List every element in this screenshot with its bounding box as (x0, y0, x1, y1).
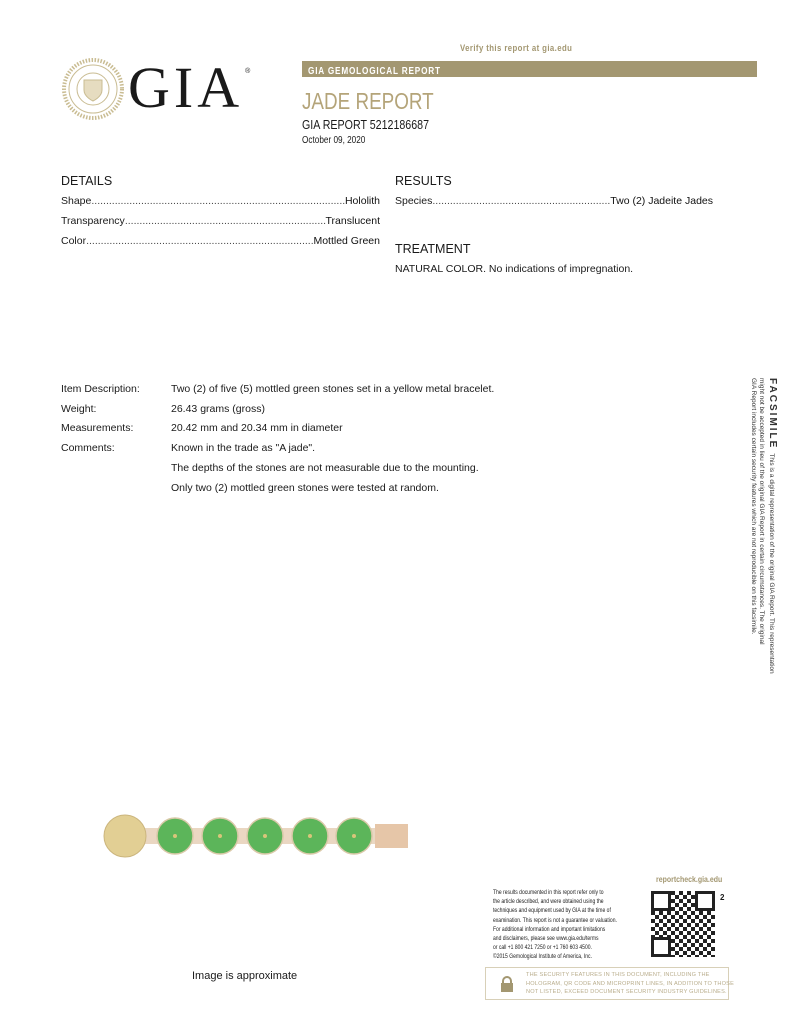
bracelet-image (100, 808, 410, 869)
gia-seal-logo (62, 58, 124, 125)
report-title: JADE REPORT (302, 88, 434, 114)
registered-mark: ® (245, 68, 251, 75)
treatment-text: NATURAL COLOR. No indications of impregnation. (395, 263, 634, 275)
security-box: THE SECURITY FEATURES IN THIS DOCUMENT, INCLUDING THE HOLOGRAM, QR CODE AND MICROPRINT LINES, IN ADDITION TO THOSE NOT LISTED, EXCEED DOCUMENT SECURITY INDUSTRY GUIDELINES. (485, 967, 729, 1000)
info-value: The depths of the stones are not measurable due to the mounting. (171, 462, 479, 474)
detail-shape: Shape ..... Hololith (61, 195, 380, 207)
info-label: Item Description: (61, 383, 140, 395)
gia-wordmark: GIA (128, 55, 244, 120)
image-caption: Image is approximate (192, 970, 298, 982)
detail-transparency: Transparency ..... Translucent (61, 215, 380, 227)
reportcheck-link[interactable]: reportcheck.gia.edu (656, 874, 723, 884)
report-date: October 09, 2020 (302, 135, 366, 146)
info-label: Weight: (61, 403, 97, 415)
result-species: Species ..... Two (2) Jadeite Jades (395, 195, 713, 207)
detail-color: Color ..... Mottled Green (61, 235, 380, 247)
details-heading: DETAILS (61, 174, 113, 188)
lock-icon (500, 976, 514, 992)
info-value: 26.43 grams (gross) (171, 403, 265, 415)
info-label: Comments: (61, 442, 115, 454)
info-value: 20.42 mm and 20.34 mm in diameter (171, 422, 343, 434)
treatment-heading: TREATMENT (395, 242, 471, 256)
report-band: GIA GEMOLOGICAL REPORT (302, 61, 757, 77)
info-value: Only two (2) mottled green stones were tested at random. (171, 482, 439, 494)
qr-number: 2 (720, 893, 725, 902)
qr-code[interactable] (651, 891, 715, 957)
facsimile-notice: FACSIMILEThis is a digital representation of the original GIA Report. This representation might not be accepted in lieu of the original GIA Report in certain circumstances. The original GIA Report includes certain security features which are not reproducible on this facsimile. (750, 378, 778, 674)
gia-wordmark-group (128, 55, 251, 120)
footer-disclaimer: The results documented in this report refer only to the article described, and were obtained using the techniques and equipment used by GIA at the time of examination. This report is not a guarantee or valuation. For additional information and important limitations and disclaimers, please see www.gia.edu/terms or call +1 800 421 7250 or +1 760 603 4500. ©2015 Gemological Institute of America, Inc. (493, 889, 617, 961)
report-number: GIA REPORT 5212186687 (302, 117, 430, 132)
info-value: Two (2) of five (5) mottled green stones set in a yellow metal bracelet. (171, 383, 495, 395)
info-value: Known in the trade as "A jade". (171, 442, 316, 454)
info-label: Measurements: (61, 422, 134, 434)
verify-link[interactable]: Verify this report at gia.edu (460, 43, 573, 54)
results-heading: RESULTS (395, 174, 452, 188)
